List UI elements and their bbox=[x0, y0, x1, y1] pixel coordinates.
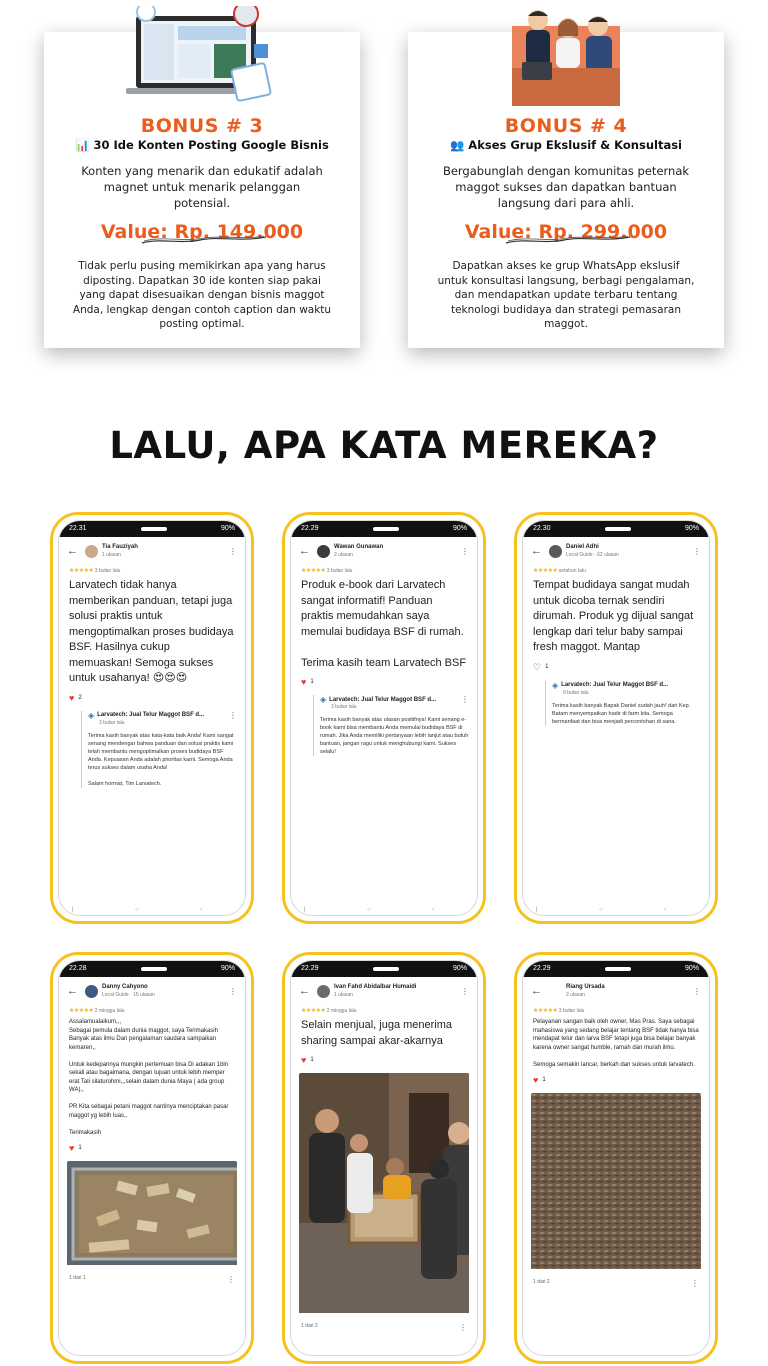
bonus-description: Konten yang menarik dan edukatif adalah magnet untuk menarik pelanggan potensial. bbox=[81, 164, 323, 210]
heart-outline-icon[interactable]: ♡ bbox=[533, 661, 542, 672]
back-arrow-icon[interactable]: ← bbox=[531, 545, 542, 557]
reviewer-name: Danny Cahyono bbox=[102, 984, 148, 990]
bonus-title: BONUS # 3 bbox=[140, 115, 264, 137]
testimonial-phone-2 bbox=[282, 512, 486, 924]
business-logo-icon: ◈ bbox=[320, 695, 327, 704]
status-bar bbox=[291, 961, 477, 977]
battery-level: 90% bbox=[684, 525, 699, 532]
more-options-icon[interactable]: ⋮ bbox=[461, 546, 469, 556]
testimonial-phone-4 bbox=[50, 952, 254, 1364]
reviewer-name: Wawan Gunawan bbox=[334, 544, 384, 550]
more-options-icon[interactable]: ⋮ bbox=[459, 1323, 467, 1332]
status-time: 22.31 bbox=[69, 525, 87, 532]
battery-level: 90% bbox=[452, 525, 467, 532]
five-star-rating-icon: ★★★★★ bbox=[69, 1008, 94, 1014]
review-text: Assalamualaikum,,, Sebagai pemula dalam dunia maggot, saya Terimakasih Banyak atas ilmu Dan pengalaman saudara sampaikan kemaren,, Untuk kedepannya mungkin pertemuan bisa Di adakan 1bln sekali atau bagaimana, dengan tujuan untuk lebih memper erat Tali silaturohmi,,,selain dalam dunia Maya ( ada group WA),, PR Kita sebagai petani maggot nantinya menciptakan pasar maggot yg lebih luas,, Terimakasih bbox=[69, 1019, 229, 1136]
review-text: Tempat budidaya sangat mudah untuk dicoba ternak sendiri dirumah. Produk yg dijual sangat lengkap dari telur baby sampai fresh maggot. Mantap bbox=[533, 579, 694, 653]
review-text: Selain menjual, juga menerima sharing sampai akar-akarnya bbox=[301, 1019, 453, 1047]
review-time: 2 minggu lalu bbox=[326, 1008, 357, 1014]
reply-name: Larvatech: Jual Telur Maggot BSF d... bbox=[561, 682, 669, 688]
status-bar bbox=[523, 961, 709, 977]
heart-icon[interactable]: ♥ bbox=[69, 1143, 75, 1153]
more-options-icon[interactable]: ⋮ bbox=[229, 546, 237, 556]
like-count: 1 bbox=[78, 1145, 82, 1151]
strikethrough-scribble bbox=[504, 234, 632, 246]
back-arrow-icon[interactable]: ← bbox=[67, 985, 78, 997]
review-text: Pelayanan sangan baik oleh owner, Mas Pras. Saya sebagai mahasiswa yang sedang belajar tentang BSF tidak hanya bisa mendapat telur dan larva BSF tetapi juga bisa belajar banyak karena owner sangat humble, ramah dan murah ilmu. Semoga semakin lancar, berkah dan sukses untuk larvatech. bbox=[533, 1019, 699, 1068]
five-star-rating-icon: ★★★★★ bbox=[533, 568, 558, 574]
camera-notch bbox=[605, 527, 631, 531]
reviewer-meta: 1 ulasan bbox=[334, 992, 353, 998]
battery-level: 90% bbox=[220, 965, 235, 972]
reply-time: 3 bulan lalu bbox=[99, 719, 125, 726]
like-count: 1 bbox=[542, 1077, 546, 1083]
back-arrow-icon[interactable]: ← bbox=[67, 545, 78, 557]
more-options-icon[interactable]: ⋮ bbox=[461, 695, 469, 704]
section-heading: LALU, APA KATA MEREKA? bbox=[109, 424, 659, 467]
owner-reply bbox=[313, 695, 469, 756]
review-photo-maggot-tray[interactable] bbox=[67, 1161, 237, 1270]
reviewer-meta: Local Guide · 62 ulasan bbox=[566, 552, 619, 558]
avatar bbox=[549, 985, 562, 998]
android-nav-bar: | ○ ‹ bbox=[71, 907, 233, 913]
status-bar bbox=[523, 521, 709, 537]
review-time: setahun lalu bbox=[558, 568, 586, 574]
strikethrough-scribble bbox=[140, 234, 268, 246]
bonus-title: BONUS # 4 bbox=[504, 115, 628, 137]
camera-notch bbox=[373, 527, 399, 531]
owner-reply bbox=[545, 681, 701, 726]
business-logo-icon: ◈ bbox=[88, 710, 95, 720]
reviewer-meta: Local Guide · 15 ulasan bbox=[102, 992, 155, 998]
testimonial-phone-5 bbox=[282, 952, 486, 1364]
avatar bbox=[85, 545, 98, 558]
back-arrow-icon[interactable]: ← bbox=[531, 985, 542, 997]
business-logo-icon: ◈ bbox=[552, 680, 559, 690]
owner-reply bbox=[81, 711, 237, 788]
heart-icon[interactable]: ♥ bbox=[69, 692, 75, 703]
avatar bbox=[549, 545, 562, 558]
review-time: 2 minggu lalu bbox=[94, 1008, 125, 1014]
reply-name: Larvatech: Jual Telur Maggot BSF d... bbox=[97, 712, 205, 718]
more-options-icon[interactable]: ⋮ bbox=[227, 1275, 235, 1284]
back-arrow-icon[interactable]: ← bbox=[299, 545, 310, 557]
bonus-description: Bergabunglah dengan komunitas peternak maggot sukses dan dapatkan bantuan langsung dari para ahli. bbox=[442, 164, 690, 210]
review-time: 3 bulan lalu bbox=[558, 1008, 585, 1014]
review-time: 3 bulan lalu bbox=[326, 568, 353, 574]
reply-name: Larvatech: Jual Telur Maggot BSF d... bbox=[329, 696, 437, 703]
android-nav-bar: | ○ ‹ bbox=[303, 907, 465, 913]
five-star-rating-icon: ★★★★★ bbox=[533, 1008, 558, 1014]
camera-notch bbox=[141, 527, 167, 531]
android-nav-bar: | ○ ‹ bbox=[535, 907, 697, 913]
status-bar bbox=[291, 521, 477, 537]
bonus-subtitle: 📊 30 Ide Konten Posting Google Bisnis bbox=[75, 138, 329, 152]
back-arrow-icon[interactable]: ← bbox=[299, 985, 310, 997]
battery-level: 90% bbox=[684, 965, 699, 972]
reviewer-name: Daniel Adhi bbox=[566, 544, 599, 550]
testimonial-phone-6 bbox=[514, 952, 718, 1364]
bonus-value: Value: Rp. 299.000 bbox=[464, 221, 668, 243]
more-options-icon[interactable]: ⋮ bbox=[461, 986, 469, 996]
review-time: 3 bulan lalu bbox=[94, 568, 121, 574]
avatar bbox=[85, 985, 98, 998]
more-options-icon[interactable]: ⋮ bbox=[229, 710, 237, 720]
more-options-icon[interactable]: ⋮ bbox=[691, 1279, 699, 1288]
reply-text: Terima kasih banyak atas ulasan positifnya! Kami senang e-book kami bisa membantu Anda memulai budidaya BSF di rumah. Jika Anda memiliki pertanyaan lebih lanjut atau butuh bantuan, jangan ragu untuk menghubungi kami. Sukses selalu! bbox=[320, 717, 469, 755]
photo-counter: 1 dari 1 bbox=[69, 1275, 86, 1281]
camera-notch bbox=[373, 967, 399, 971]
heart-icon[interactable]: ♥ bbox=[301, 677, 307, 687]
avatar bbox=[317, 985, 330, 998]
reviewer-meta: 1 ulasan bbox=[102, 552, 121, 558]
reviewer-name: Riang Ursada bbox=[566, 984, 605, 990]
review-photo-maggot-closeup[interactable] bbox=[531, 1093, 701, 1274]
battery-level: 90% bbox=[220, 525, 235, 532]
bonus-note: Tidak perlu pusing memikirkan apa yang harus diposting. Dapatkan 30 ide konten siap pakai yang dapat disesuaikan dengan bisnis maggot Anda, lengkap dengan contoh caption dan waktu posting optimal. bbox=[72, 260, 332, 330]
status-time: 22.28 bbox=[69, 965, 87, 972]
status-bar bbox=[59, 961, 245, 977]
reviewer-name: Tia Fauziyah bbox=[102, 544, 138, 550]
bonus-value: Value: Rp. 149.000 bbox=[100, 221, 304, 243]
battery-level: 90% bbox=[452, 965, 467, 972]
reply-time: 9 bulan lalu bbox=[563, 689, 589, 696]
five-star-rating-icon: ★★★★★ bbox=[69, 568, 94, 574]
review-photo-workshop[interactable] bbox=[299, 1073, 469, 1318]
review-text: Larvatech tidak hanya memberikan panduan, tetapi juga solusi praktis untuk mengoptimalkan proses budidaya BSF. Hasilnya cukup memuaskan! Semoga sukses untuk usahanya! 😍😍😍 bbox=[69, 579, 234, 684]
more-options-icon[interactable]: ⋮ bbox=[693, 546, 701, 556]
like-count: 1 bbox=[310, 679, 314, 685]
photo-counter: 1 dari 2 bbox=[533, 1279, 550, 1285]
testimonial-phone-1 bbox=[50, 512, 254, 924]
reply-text: Terima kasih banyak atas kata-kata baik Anda! Kami sangat senang mendengar bahwa panduan dan solusi praktis kami telah membantu mengoptimalkan proses budidaya BSF Anda. Kepuasan Anda adalah prioritas kami. Semoga Anda terus sukses dalam usaha Anda! Salam hormat, Tim Larvatech. bbox=[88, 732, 234, 787]
laptop-calendar-icon bbox=[122, 6, 282, 106]
more-options-icon[interactable]: ⋮ bbox=[229, 986, 237, 996]
status-time: 22.29 bbox=[301, 965, 319, 972]
business-meeting-icon bbox=[486, 6, 646, 106]
review-text: Produk e-book dari Larvatech sangat informatif! Panduan praktis memudahkan saya memulai budidaya BSF di rumah. Terima kasih team Larvatech BSF bbox=[301, 579, 467, 669]
avatar bbox=[317, 545, 330, 558]
status-time: 22.30 bbox=[533, 525, 551, 532]
bonus-card-3 bbox=[44, 32, 360, 348]
reviewer-meta: 2 ulasan bbox=[566, 992, 585, 998]
five-star-rating-icon: ★★★★★ bbox=[301, 568, 326, 574]
heart-icon[interactable]: ♥ bbox=[533, 1075, 539, 1085]
like-count: 1 bbox=[310, 1057, 314, 1063]
testimonial-phone-3 bbox=[514, 512, 718, 924]
like-count: 1 bbox=[545, 664, 549, 670]
bonus-subtitle: 👥 Akses Grup Ekslusif & Konsultasi bbox=[449, 138, 683, 152]
heart-icon[interactable]: ♥ bbox=[301, 1055, 307, 1065]
bonus-note: Dapatkan akses ke grup WhatsApp ekslusif untuk konsultasi langsung, berbagi pengalaman, dan mendapatkan update terbaru tentang teknologi budidaya dan strategi pemasaran maggot. bbox=[437, 260, 695, 330]
reply-time: 3 bulan lalu bbox=[331, 704, 357, 710]
like-count: 2 bbox=[78, 694, 82, 701]
bonus-card-4 bbox=[408, 32, 724, 348]
status-time: 22.29 bbox=[301, 525, 319, 532]
photo-counter: 1 dari 2 bbox=[301, 1323, 318, 1329]
status-time: 22.29 bbox=[533, 965, 551, 972]
reply-text: Terima kasih banyak Bapak Daniel sudah jauh² dari Kep. Batam menyempatkan hadir di farm kita. Semoga bermanfaat dan bisa menjadi percontohan di sana. bbox=[552, 702, 691, 725]
five-star-rating-icon: ★★★★★ bbox=[301, 1008, 326, 1014]
reviewer-name: Ivan Fahd Abidalbar Humaidi bbox=[334, 984, 417, 990]
status-bar bbox=[59, 521, 245, 537]
reviewer-meta: 2 ulasan bbox=[334, 552, 353, 558]
camera-notch bbox=[141, 967, 167, 971]
more-options-icon[interactable]: ⋮ bbox=[693, 986, 701, 996]
camera-notch bbox=[605, 967, 631, 971]
